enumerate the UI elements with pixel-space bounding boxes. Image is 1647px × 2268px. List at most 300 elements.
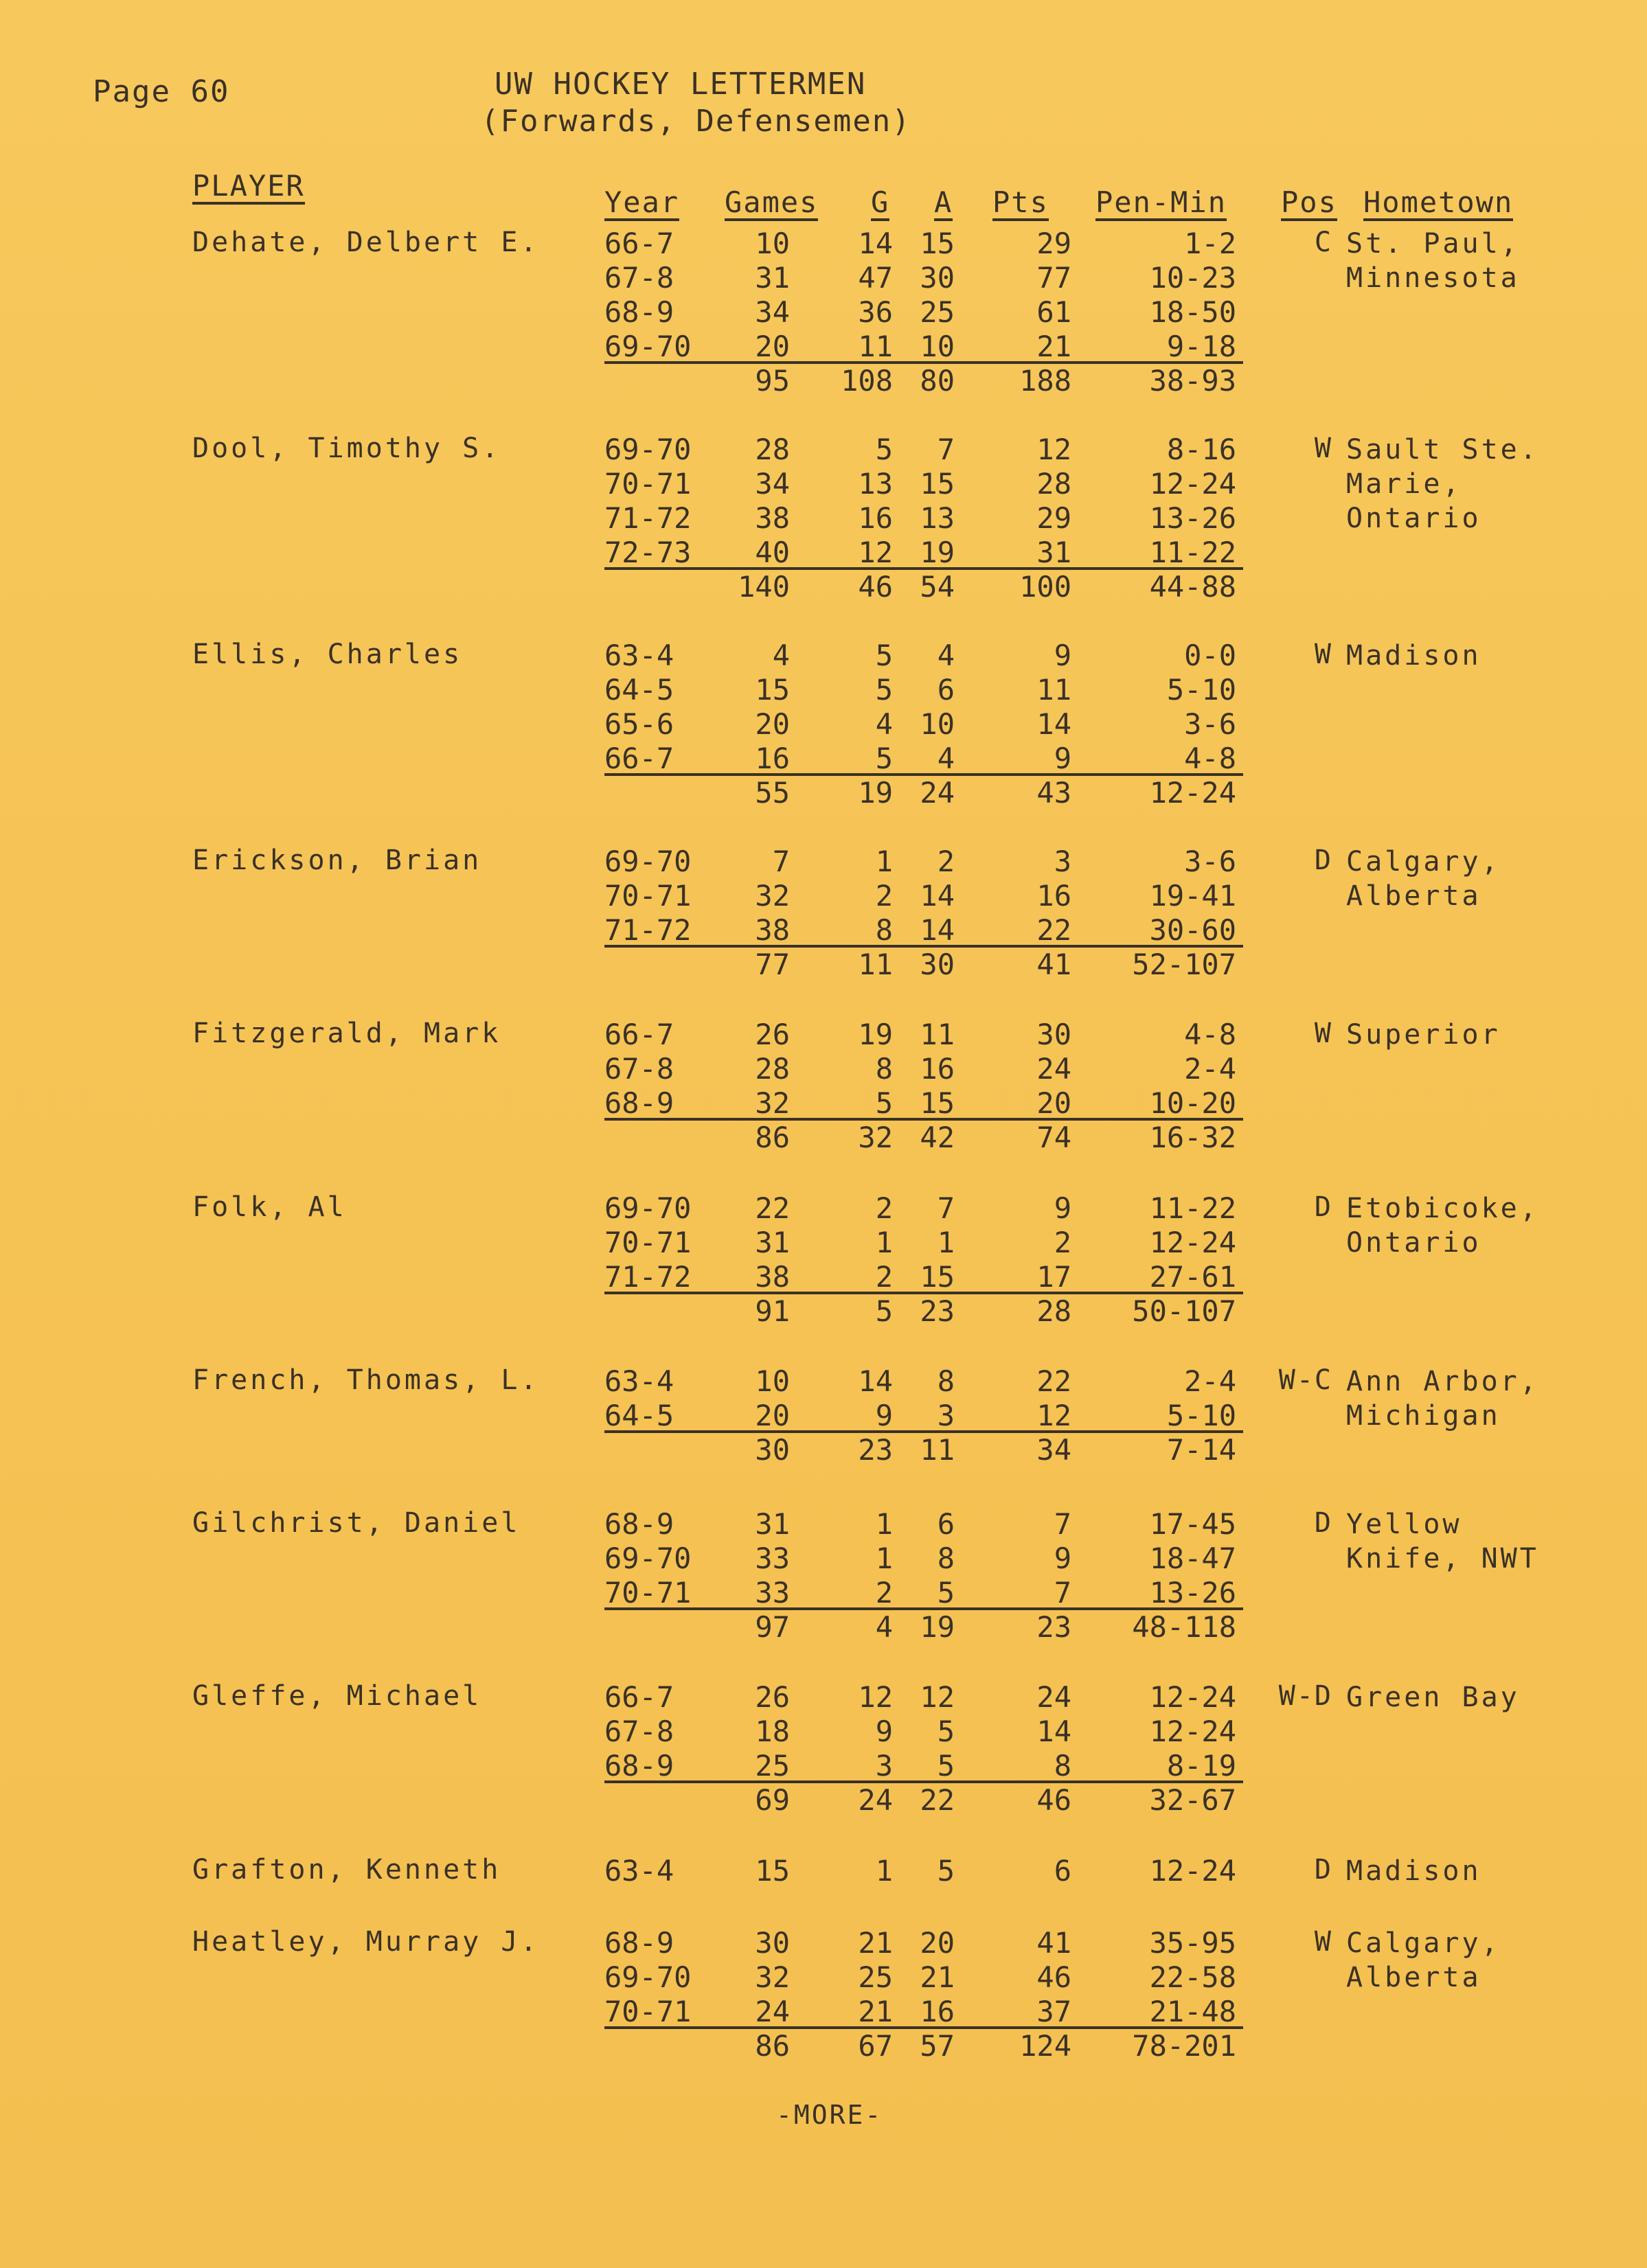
season-pen-min: 11-22 — [1149, 1191, 1236, 1225]
season-year: 69-70 — [604, 845, 692, 878]
season-games: 31 — [755, 1226, 790, 1259]
season-year: 69-70 — [604, 1960, 692, 1994]
season-pen-min: 22-58 — [1149, 1960, 1236, 1994]
season-games: 24 — [755, 1995, 790, 2028]
total-points: 41 — [1036, 948, 1071, 981]
season-year: 68-9 — [604, 295, 674, 329]
total-points: 34 — [1036, 1433, 1071, 1467]
season-pen-min: 10-23 — [1149, 261, 1236, 295]
player-name: Erickson, Brian — [192, 845, 482, 876]
season-points: 22 — [1036, 1364, 1071, 1398]
season-pen-min: 4-8 — [1184, 1018, 1236, 1051]
total-goals: 46 — [858, 570, 893, 604]
season-year: 66-7 — [604, 742, 674, 775]
season-points: 9 — [1054, 639, 1071, 672]
season-goals: 14 — [858, 1364, 893, 1398]
season-assists: 16 — [920, 1052, 955, 1086]
season-assists: 12 — [920, 1680, 955, 1714]
player-hometown — [1346, 1364, 1539, 1433]
total-games: 30 — [755, 1433, 790, 1467]
player-position: W — [1314, 639, 1332, 670]
total-assists: 22 — [920, 1783, 955, 1817]
total-pen-min: 12-24 — [1149, 776, 1236, 810]
season-pen-min: 2-4 — [1184, 1052, 1236, 1086]
total-assists: 42 — [920, 1121, 955, 1154]
season-points: 9 — [1054, 1542, 1071, 1575]
season-games: 34 — [755, 467, 790, 501]
season-games: 31 — [755, 261, 790, 295]
season-games: 38 — [755, 1260, 790, 1294]
header-player: PLAYER — [192, 170, 305, 205]
season-games: 33 — [755, 1576, 790, 1610]
season-goals: 25 — [858, 1960, 893, 1994]
season-pen-min: 35-95 — [1149, 1926, 1236, 1960]
header-games: Games — [725, 187, 818, 221]
season-points: 24 — [1036, 1680, 1071, 1714]
player-position: D — [1314, 1507, 1332, 1539]
season-games: 26 — [755, 1680, 790, 1714]
season-pen-min: 12-24 — [1149, 1680, 1236, 1714]
season-assists: 8 — [937, 1542, 955, 1575]
total-games: 77 — [755, 948, 790, 981]
total-points: 124 — [1019, 2029, 1071, 2063]
player-hometown — [1346, 1854, 1481, 1888]
season-assists: 11 — [920, 1018, 955, 1051]
total-goals: 67 — [858, 2029, 893, 2063]
season-points: 30 — [1036, 1018, 1071, 1051]
season-assists: 1 — [937, 1226, 955, 1259]
hometown-line: Alberta — [1346, 880, 1481, 912]
season-games: 4 — [772, 639, 790, 672]
season-pen-min: 30-60 — [1149, 913, 1236, 947]
season-goals: 2 — [875, 879, 893, 913]
season-goals: 9 — [875, 1399, 893, 1432]
hometown-line: Marie, — [1346, 468, 1462, 500]
total-points: 43 — [1036, 776, 1071, 810]
total-goals: 108 — [841, 364, 893, 398]
season-pen-min: 9-18 — [1166, 330, 1236, 363]
player-name: Fitzgerald, Mark — [192, 1018, 501, 1049]
season-goals: 19 — [858, 1018, 893, 1051]
season-games: 40 — [755, 536, 790, 569]
season-points: 14 — [1036, 707, 1071, 741]
player-name: Dehate, Delbert E. — [192, 227, 540, 258]
total-points: 188 — [1019, 364, 1071, 398]
season-points: 61 — [1036, 295, 1071, 329]
player-position: D — [1314, 1191, 1332, 1223]
hometown-line: Knife, NWT — [1346, 1543, 1539, 1574]
total-pen-min: 50-107 — [1132, 1294, 1236, 1328]
season-year: 67-8 — [604, 1715, 674, 1748]
season-year: 63-4 — [604, 1364, 674, 1398]
season-year: 63-4 — [604, 639, 674, 672]
season-year: 71-72 — [604, 1260, 692, 1294]
season-year: 72-73 — [604, 536, 692, 569]
total-goals: 24 — [858, 1783, 893, 1817]
header-pen-min: Pen-Min — [1095, 187, 1227, 221]
season-goals: 5 — [875, 673, 893, 707]
season-games: 32 — [755, 1086, 790, 1120]
season-pen-min: 5-10 — [1166, 673, 1236, 707]
season-goals: 21 — [858, 1926, 893, 1960]
total-goals: 5 — [875, 1294, 893, 1328]
season-points: 24 — [1036, 1052, 1071, 1086]
season-assists: 14 — [920, 879, 955, 913]
player-name: French, Thomas, L. — [192, 1364, 540, 1396]
player-position: W-C — [1278, 1364, 1332, 1396]
season-pen-min: 4-8 — [1184, 742, 1236, 775]
player-hometown — [1346, 1680, 1520, 1715]
total-pen-min: 48-118 — [1132, 1610, 1236, 1644]
season-points: 7 — [1054, 1576, 1071, 1610]
season-assists: 15 — [920, 1086, 955, 1120]
season-year: 70-71 — [604, 1576, 692, 1610]
season-points: 77 — [1036, 261, 1071, 295]
total-goals: 4 — [875, 1610, 893, 1644]
total-pen-min: 38-93 — [1149, 364, 1236, 398]
header-a: A — [934, 187, 953, 221]
total-games: 97 — [755, 1610, 790, 1644]
season-goals: 1 — [875, 845, 893, 878]
season-goals: 5 — [875, 639, 893, 672]
season-pen-min: 18-50 — [1149, 295, 1236, 329]
total-goals: 23 — [858, 1433, 893, 1467]
season-pen-min: 3-6 — [1184, 845, 1236, 878]
player-name: Grafton, Kenneth — [192, 1854, 501, 1886]
player-name: Folk, Al — [192, 1191, 347, 1223]
season-pen-min: 11-22 — [1149, 536, 1236, 569]
player-name: Ellis, Charles — [192, 639, 463, 670]
season-goals: 9 — [875, 1715, 893, 1748]
player-name: Heatley, Murray J. — [192, 1926, 540, 1958]
season-year: 66-7 — [604, 227, 674, 260]
season-assists: 14 — [920, 913, 955, 947]
total-pen-min: 32-67 — [1149, 1783, 1236, 1817]
season-games: 15 — [755, 1854, 790, 1888]
season-assists: 7 — [937, 433, 955, 466]
season-points: 2 — [1054, 1226, 1071, 1259]
hometown-line: St. Paul, — [1346, 228, 1520, 260]
season-pen-min: 18-47 — [1149, 1542, 1236, 1575]
season-points: 37 — [1036, 1995, 1071, 2028]
player-position: W-D — [1278, 1680, 1332, 1712]
season-assists: 30 — [920, 261, 955, 295]
season-assists: 15 — [920, 1260, 955, 1294]
player-position: D — [1314, 1854, 1332, 1886]
season-year: 66-7 — [604, 1680, 674, 1714]
season-games: 16 — [755, 742, 790, 775]
season-points: 28 — [1036, 467, 1071, 501]
season-goals: 2 — [875, 1260, 893, 1294]
season-pen-min: 0-0 — [1184, 639, 1236, 672]
season-games: 20 — [755, 330, 790, 363]
season-goals: 13 — [858, 467, 893, 501]
header-hometown: Hometown — [1363, 187, 1513, 221]
season-games: 33 — [755, 1542, 790, 1575]
season-year: 64-5 — [604, 1399, 674, 1432]
total-points: 100 — [1019, 570, 1071, 604]
season-goals: 47 — [858, 261, 893, 295]
season-goals: 1 — [875, 1507, 893, 1541]
season-goals: 5 — [875, 742, 893, 775]
season-pen-min: 21-48 — [1149, 1995, 1236, 2028]
total-assists: 11 — [920, 1433, 955, 1467]
season-assists: 4 — [937, 742, 955, 775]
season-pen-min: 12-24 — [1149, 1226, 1236, 1259]
total-pen-min: 7-14 — [1166, 1433, 1236, 1467]
season-pen-min: 12-24 — [1149, 1854, 1236, 1888]
total-pen-min: 78-201 — [1132, 2029, 1236, 2063]
player-hometown — [1346, 845, 1501, 913]
season-pen-min: 8-19 — [1166, 1749, 1236, 1783]
season-points: 9 — [1054, 1191, 1071, 1225]
player-hometown — [1346, 639, 1481, 673]
player-hometown — [1346, 1191, 1539, 1260]
hometown-line: Etobicoke, — [1346, 1193, 1539, 1224]
season-year: 69-70 — [604, 1542, 692, 1575]
season-games: 30 — [755, 1926, 790, 1960]
season-games: 7 — [772, 845, 790, 878]
total-goals: 32 — [858, 1121, 893, 1154]
total-points: 28 — [1036, 1294, 1071, 1328]
season-points: 41 — [1036, 1926, 1071, 1960]
season-assists: 15 — [920, 227, 955, 260]
player-position: W — [1314, 433, 1332, 464]
season-games: 22 — [755, 1191, 790, 1225]
season-goals: 1 — [875, 1226, 893, 1259]
season-goals: 14 — [858, 227, 893, 260]
hometown-line: Ann Arbor, — [1346, 1366, 1539, 1397]
season-points: 29 — [1036, 227, 1071, 260]
season-assists: 20 — [920, 1926, 955, 1960]
total-points: 23 — [1036, 1610, 1071, 1644]
season-games: 28 — [755, 433, 790, 466]
season-pen-min: 1-2 — [1184, 227, 1236, 260]
total-games: 140 — [738, 570, 790, 604]
season-pen-min: 27-61 — [1149, 1260, 1236, 1294]
season-year: 68-9 — [604, 1749, 674, 1783]
season-points: 46 — [1036, 1960, 1071, 1994]
total-assists: 80 — [920, 364, 955, 398]
season-year: 69-70 — [604, 433, 692, 466]
season-goals: 12 — [858, 1680, 893, 1714]
hometown-line: Michigan — [1346, 1400, 1501, 1432]
season-goals: 12 — [858, 536, 893, 569]
season-assists: 10 — [920, 707, 955, 741]
season-points: 3 — [1054, 845, 1071, 878]
hometown-line: Yellow — [1346, 1509, 1462, 1540]
season-goals: 5 — [875, 433, 893, 466]
page-title — [481, 66, 1016, 140]
season-points: 14 — [1036, 1715, 1071, 1748]
hometown-line: Calgary, — [1346, 846, 1501, 878]
season-year: 66-7 — [604, 1018, 674, 1051]
total-games: 69 — [755, 1783, 790, 1817]
season-pen-min: 12-24 — [1149, 467, 1236, 501]
season-points: 17 — [1036, 1260, 1071, 1294]
hometown-line: Alberta — [1346, 1962, 1481, 1993]
hometown-line: Sault Ste. — [1346, 434, 1539, 466]
total-games: 55 — [755, 776, 790, 810]
player-position: C — [1314, 227, 1332, 258]
season-points: 21 — [1036, 330, 1071, 363]
season-pen-min: 8-16 — [1166, 433, 1236, 466]
player-hometown — [1346, 1018, 1501, 1052]
total-assists: 30 — [920, 948, 955, 981]
hometown-line: Green Bay — [1346, 1682, 1520, 1713]
season-pen-min: 13-26 — [1149, 1576, 1236, 1610]
season-assists: 3 — [937, 1399, 955, 1432]
header-pts: Pts — [992, 187, 1049, 221]
season-year: 67-8 — [604, 261, 674, 295]
header-year: Year — [604, 187, 679, 221]
season-pen-min: 12-24 — [1149, 1715, 1236, 1748]
season-points: 11 — [1036, 673, 1071, 707]
season-pen-min: 2-4 — [1184, 1364, 1236, 1398]
season-games: 26 — [755, 1018, 790, 1051]
season-points: 20 — [1036, 1086, 1071, 1120]
season-games: 32 — [755, 879, 790, 913]
season-points: 6 — [1054, 1854, 1071, 1888]
season-games: 32 — [755, 1960, 790, 1994]
hometown-line: Madison — [1346, 640, 1481, 672]
season-assists: 2 — [937, 845, 955, 878]
player-name: Gleffe, Michael — [192, 1680, 482, 1712]
total-games: 86 — [755, 2029, 790, 2063]
season-points: 8 — [1054, 1749, 1071, 1783]
season-assists: 10 — [920, 330, 955, 363]
season-assists: 15 — [920, 467, 955, 501]
season-assists: 5 — [937, 1576, 955, 1610]
season-year: 71-72 — [604, 501, 692, 535]
season-goals: 11 — [858, 330, 893, 363]
season-assists: 6 — [937, 673, 955, 707]
season-pen-min: 5-10 — [1166, 1399, 1236, 1432]
player-name: Dool, Timothy S. — [192, 433, 501, 464]
total-assists: 19 — [920, 1610, 955, 1644]
total-assists: 24 — [920, 776, 955, 810]
season-goals: 2 — [875, 1191, 893, 1225]
total-pen-min: 16-32 — [1149, 1121, 1236, 1154]
total-games: 86 — [755, 1121, 790, 1154]
player-position: W — [1314, 1926, 1332, 1958]
season-games: 18 — [755, 1715, 790, 1748]
total-points: 74 — [1036, 1121, 1071, 1154]
season-year: 67-8 — [604, 1052, 674, 1086]
season-points: 7 — [1054, 1507, 1071, 1541]
season-points: 12 — [1036, 433, 1071, 466]
total-goals: 11 — [858, 948, 893, 981]
season-goals: 3 — [875, 1749, 893, 1783]
season-assists: 25 — [920, 295, 955, 329]
season-games: 10 — [755, 227, 790, 260]
season-points: 16 — [1036, 879, 1071, 913]
total-games: 91 — [755, 1294, 790, 1328]
total-games: 95 — [755, 364, 790, 398]
total-assists: 23 — [920, 1294, 955, 1328]
season-year: 70-71 — [604, 1995, 692, 2028]
hometown-line: Madison — [1346, 1855, 1481, 1887]
season-year: 70-71 — [604, 879, 692, 913]
total-points: 46 — [1036, 1783, 1071, 1817]
season-year: 68-9 — [604, 1086, 674, 1120]
title-line-1: UW HOCKEY LETTERMEN — [495, 67, 867, 102]
season-games: 34 — [755, 295, 790, 329]
page-number: Page 60 — [93, 74, 230, 109]
total-assists: 57 — [920, 2029, 955, 2063]
season-goals: 16 — [858, 501, 893, 535]
season-games: 10 — [755, 1364, 790, 1398]
season-points: 22 — [1036, 913, 1071, 947]
hometown-line: Calgary, — [1346, 1927, 1501, 1959]
season-pen-min: 17-45 — [1149, 1507, 1236, 1541]
player-hometown — [1346, 1926, 1501, 1995]
hometown-line: Ontario — [1346, 1227, 1481, 1259]
season-year: 68-9 — [604, 1507, 674, 1541]
season-assists: 7 — [937, 1191, 955, 1225]
player-name: Gilchrist, Daniel — [192, 1507, 521, 1539]
season-goals: 36 — [858, 295, 893, 329]
season-assists: 6 — [937, 1507, 955, 1541]
season-points: 29 — [1036, 501, 1071, 535]
season-assists: 13 — [920, 501, 955, 535]
season-assists: 8 — [937, 1364, 955, 1398]
season-pen-min: 19-41 — [1149, 879, 1236, 913]
season-year: 65-6 — [604, 707, 674, 741]
total-pen-min: 52-107 — [1132, 948, 1236, 981]
season-games: 28 — [755, 1052, 790, 1086]
season-games: 20 — [755, 1399, 790, 1432]
season-goals: 2 — [875, 1576, 893, 1610]
season-goals: 21 — [858, 1995, 893, 2028]
season-year: 68-9 — [604, 1926, 674, 1960]
player-hometown — [1346, 227, 1520, 295]
season-pen-min: 13-26 — [1149, 501, 1236, 535]
season-pen-min: 3-6 — [1184, 707, 1236, 741]
season-assists: 5 — [937, 1715, 955, 1748]
season-goals: 5 — [875, 1086, 893, 1120]
header-g: G — [871, 187, 889, 221]
season-pen-min: 10-20 — [1149, 1086, 1236, 1120]
season-year: 63-4 — [604, 1854, 674, 1888]
season-goals: 1 — [875, 1542, 893, 1575]
season-games: 31 — [755, 1507, 790, 1541]
player-hometown — [1346, 433, 1539, 536]
season-games: 20 — [755, 707, 790, 741]
season-assists: 5 — [937, 1749, 955, 1783]
hometown-line: Superior — [1346, 1019, 1501, 1051]
season-points: 31 — [1036, 536, 1071, 569]
season-goals: 8 — [875, 913, 893, 947]
season-games: 15 — [755, 673, 790, 707]
hometown-line: Ontario — [1346, 503, 1481, 534]
season-assists: 5 — [937, 1854, 955, 1888]
season-assists: 16 — [920, 1995, 955, 2028]
season-year: 71-72 — [604, 913, 692, 947]
total-assists: 54 — [920, 570, 955, 604]
player-position: D — [1314, 845, 1332, 876]
title-line-2: (Forwards, Defensemen) — [481, 104, 911, 139]
season-assists: 21 — [920, 1960, 955, 1994]
more-indicator: -MORE- — [776, 2100, 883, 2130]
total-pen-min: 44-88 — [1149, 570, 1236, 604]
season-games: 38 — [755, 913, 790, 947]
season-assists: 19 — [920, 536, 955, 569]
season-year: 69-70 — [604, 1191, 692, 1225]
season-year: 70-71 — [604, 1226, 692, 1259]
season-year: 64-5 — [604, 673, 674, 707]
season-assists: 4 — [937, 639, 955, 672]
